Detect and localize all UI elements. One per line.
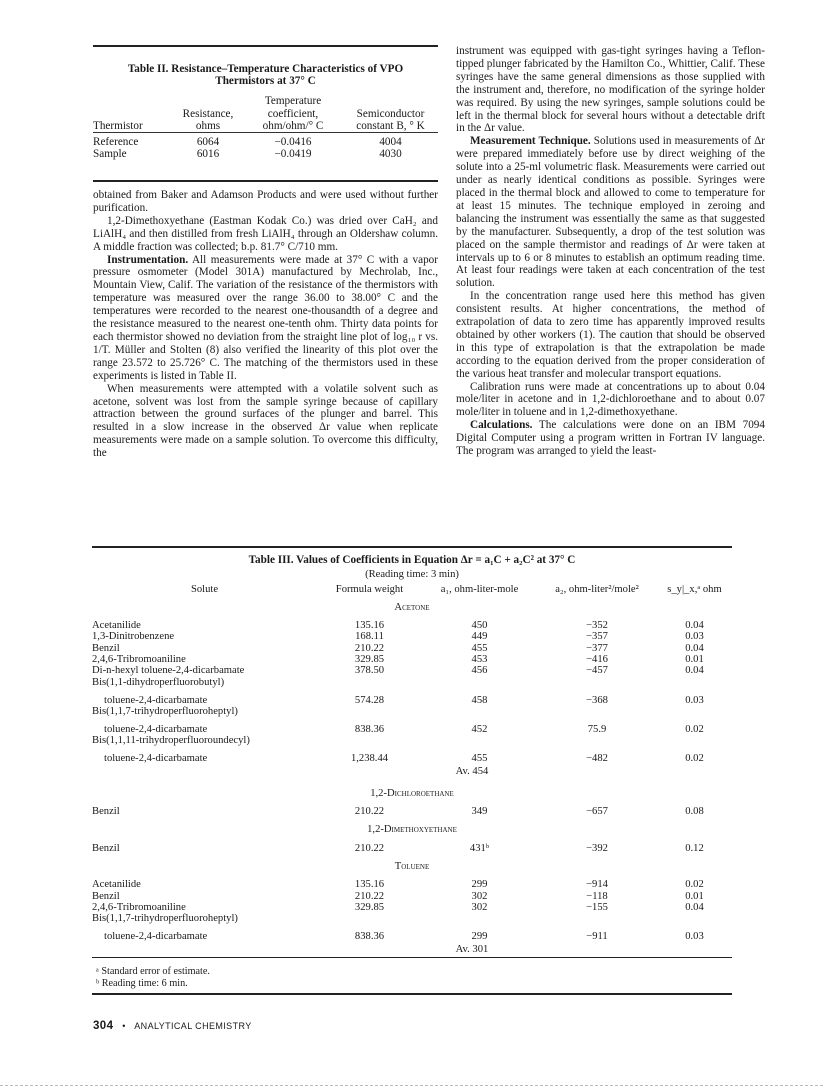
paragraph bbox=[93, 383, 438, 460]
table3-bottom-rule bbox=[92, 957, 732, 958]
table3-cell: −657 bbox=[586, 806, 608, 818]
paragraph-text: The calculations were done on an IBM 7094 Digital Computer using a program written in Fortran IV language. The program was arranged to yield the least- bbox=[456, 419, 765, 458]
table3-cell: 455 bbox=[471, 753, 488, 765]
table3-cell: Bis(1,1,7-trihydroperfluoroheptyl) bbox=[92, 913, 238, 925]
table3-label-row bbox=[92, 735, 732, 746]
page-bottom-rule bbox=[92, 993, 732, 995]
table2-cell: 6064 bbox=[196, 136, 220, 149]
table3-row bbox=[92, 717, 732, 735]
table3-label-row bbox=[92, 706, 732, 717]
table3-cell: 168.11 bbox=[355, 631, 384, 643]
table2-header-temp: Temperature bbox=[264, 95, 322, 108]
table3-cell: Benzil bbox=[92, 642, 120, 654]
table3-subtitle: (Reading time: 3 min) bbox=[365, 569, 459, 581]
table3-cell: 329.85 bbox=[354, 901, 385, 913]
table3-cell: 1,238.44 bbox=[350, 753, 389, 765]
table3-cell: 2,4,6-Tribromoaniline bbox=[92, 901, 186, 913]
table3-cell: 302 bbox=[471, 901, 488, 913]
paragraph bbox=[456, 290, 765, 380]
table3-cell: −416 bbox=[586, 654, 608, 666]
table3-row bbox=[92, 925, 732, 943]
paragraph-text: obtained from Baker and Adamson Products and were used without further purification. bbox=[93, 189, 438, 214]
table3-cell: 0.04 bbox=[685, 901, 704, 913]
table3-cell: 838.36 bbox=[354, 723, 385, 735]
table3-cell: 378.50 bbox=[354, 665, 385, 677]
table3-cell: 349 bbox=[471, 806, 488, 818]
table2-title-line2: Thermistors at 37° C bbox=[215, 75, 316, 88]
paragraph bbox=[456, 135, 765, 290]
table3-label-row bbox=[92, 677, 732, 688]
table3-cell: 0.02 bbox=[685, 753, 704, 765]
section-heading: Calculations. bbox=[470, 419, 533, 432]
table3-cell: −352 bbox=[586, 620, 608, 632]
paragraph-text: Solutions used in measurements of Δr were prepared immediately before use by direct weighing of the solute into a 25-ml volumetric flask. Measurements were carried out under as nearly identical conditions as possible. Syringes were placed in the thermal block and allowed to come to temperature for at least 15 minutes. The technique employed in zeroing and balancing the instrument was essentially the same as that suggested by the manufacturer. Subsequently, a drop of the test solution was placed on the sample thermistor and readings of Δr were taken at intervals up to 6 or 8 minutes to establish an optimum reading time. At least four readings were taken at each concentration of the test solution. bbox=[456, 135, 766, 290]
table3-cell: −377 bbox=[586, 642, 608, 654]
table2-cell: −0.0419 bbox=[274, 148, 312, 161]
table3-cell: −368 bbox=[586, 694, 608, 706]
table2-header-resistance2: ohms bbox=[195, 119, 221, 132]
table3-row bbox=[92, 654, 732, 665]
table3-cell: −482 bbox=[586, 753, 608, 765]
table3-cell: Benzil bbox=[92, 890, 120, 902]
table3-cell: 0.01 bbox=[685, 654, 704, 666]
table3-row bbox=[92, 665, 732, 676]
table3-cell: toluene-2,4-dicarbamate bbox=[104, 694, 208, 706]
table2 bbox=[93, 63, 438, 160]
table3-header-a2: a₂, ohm-liter²/mole² bbox=[555, 583, 639, 595]
table2-cell: 4030 bbox=[379, 148, 402, 161]
paragraph bbox=[456, 381, 765, 420]
journal-name: ANALYTICAL CHEMISTRY bbox=[134, 1021, 252, 1031]
paragraph-text: When measurements were attempted with a volatile solvent such as acetone, solvent was lost from the sample syringe because of capillary attraction between the ground surfaces of the plunger and barrel. This resulted in a slow increase in the observed Δr value when replicate measurements were made on a sample solution. To overcome this difficulty, the bbox=[93, 382, 438, 460]
page-number: 304 bbox=[93, 1020, 114, 1032]
table2-header-temp3: ohm/ohm/° C bbox=[262, 119, 324, 132]
table3-section-row bbox=[92, 595, 732, 620]
table3-cell: Benzil bbox=[92, 842, 120, 854]
footnote-a: ᵃ Standard error of estimate. bbox=[96, 966, 210, 977]
table3-cell: Bis(1,1-dihydroperfluorobutyl) bbox=[92, 676, 225, 688]
table3-cell: 210.22 bbox=[354, 842, 385, 854]
table3-cell: 299 bbox=[471, 879, 488, 891]
table2-bottom-rule bbox=[93, 180, 438, 182]
paragraph-text: 1,2-Dimethoxyethane (Eastman Kodak Co.) was dried over CaH₂ and LiAlH₄ and then distilled from fresh LiAlH₄ through an Oldershaw column. A middle fraction was collected; b.p. 81.7° C/710 mm. bbox=[93, 214, 438, 253]
table3-cell: 458 bbox=[471, 694, 488, 706]
table3-cell: 0.02 bbox=[685, 723, 704, 735]
table2-row bbox=[93, 133, 438, 149]
table3-cell: −457 bbox=[586, 665, 608, 677]
table3-cell: −914 bbox=[586, 879, 608, 891]
table3-cell: −911 bbox=[586, 931, 608, 943]
table3-row bbox=[92, 688, 732, 706]
table2-grid bbox=[93, 95, 438, 160]
table3-cell: 0.01 bbox=[685, 890, 704, 902]
paragraph-text: instrument was equipped with gas-tight syringes having a Teflon-tipped plunger fabricated by the Hamilton Co., Whittier, Calif. These syringes have the same general dimensions as those supplied with the instrument and, therefore, no modification of the syringe holder was required. By using the new syringes, sample solutions could be left in the thermal block for several hours without a detectable drift in the Δr value. bbox=[456, 45, 765, 135]
table2-cell: Reference bbox=[93, 136, 139, 149]
table2-row bbox=[93, 148, 438, 160]
table3-cell: 75.9 bbox=[587, 723, 607, 735]
section-heading: Measurement Technique. bbox=[470, 135, 591, 148]
table3-cell: toluene-2,4-dicarbamate bbox=[104, 723, 208, 735]
average-value: Av. 454 bbox=[455, 765, 489, 777]
table3-section-row bbox=[92, 854, 732, 879]
table3-cell: 1,3-Dinitrobenzene bbox=[92, 631, 175, 643]
table3-cell: 0.03 bbox=[685, 631, 704, 643]
table3-row bbox=[92, 620, 732, 631]
solvent-heading: 1,2-Dichloroethane bbox=[370, 787, 454, 799]
table2-header-resistance: Resistance, bbox=[182, 107, 234, 120]
paragraph bbox=[456, 45, 765, 135]
table3-cell: 452 bbox=[471, 723, 488, 735]
table3-cell: 0.08 bbox=[685, 806, 704, 818]
table3-cell: Acetanilide bbox=[92, 879, 141, 891]
table3-row bbox=[92, 747, 732, 765]
table3-cell: 449 bbox=[471, 631, 488, 643]
table3-header-row bbox=[92, 584, 732, 595]
table3-cell: 135.16 bbox=[354, 879, 385, 891]
table3-cell: 0.02 bbox=[685, 879, 704, 891]
table3-cell: 329.85 bbox=[354, 654, 385, 666]
table3-cell: toluene-2,4-dicarbamate bbox=[104, 931, 208, 943]
table3-cell: 838.36 bbox=[354, 931, 385, 943]
table3-top-rule bbox=[92, 546, 732, 548]
paragraph bbox=[93, 215, 438, 254]
table3-header-solute: Solute bbox=[190, 583, 219, 595]
table2-cell: −0.0416 bbox=[274, 136, 312, 149]
table2-cell: 6016 bbox=[196, 148, 220, 161]
table3-cell: −392 bbox=[586, 842, 608, 854]
table3-cell: Di-n-hexyl toluene-2,4-dicarbamate bbox=[92, 665, 245, 677]
table3-cell: 0.12 bbox=[685, 842, 704, 854]
table3-cell: 431ᵇ bbox=[469, 842, 490, 854]
solvent-heading: 1,2-Dimethoxyethane bbox=[367, 824, 457, 836]
right-column-text bbox=[456, 45, 765, 458]
table3-cell: 299 bbox=[471, 931, 488, 943]
table3-cell: 0.04 bbox=[685, 620, 704, 632]
table3-row bbox=[92, 902, 732, 913]
paragraph-text: Calibration runs were made at concentrations up to about 0.04 mole/liter in acetone and in 1,2-dichloroethane and to about 0.07 mole/liter in toluene and in 1,2-dimethoxyethane. bbox=[456, 380, 765, 419]
table3-cell: −155 bbox=[586, 901, 608, 913]
table3-cell: Bis(1,1,7-trihydroperfluoroheptyl) bbox=[92, 705, 238, 717]
table3 bbox=[92, 555, 732, 959]
table3-cell: 135.16 bbox=[354, 620, 385, 632]
table3-cell: 302 bbox=[471, 890, 488, 902]
table3-cell: 210.22 bbox=[354, 806, 385, 818]
table3-cell: Benzil bbox=[92, 806, 120, 818]
table3-cell: −357 bbox=[586, 631, 608, 643]
table3-header-syx: s_y|_x,ᵃ ohm bbox=[667, 583, 722, 595]
table3-cell: 455 bbox=[471, 642, 488, 654]
table3-cell: 450 bbox=[471, 620, 488, 632]
table2-header-semi: Semiconductor bbox=[356, 107, 425, 120]
table3-cell: 210.22 bbox=[354, 890, 385, 902]
table3-cell: 456 bbox=[471, 665, 488, 677]
page-footer bbox=[93, 1020, 252, 1032]
table3-section-row bbox=[92, 781, 732, 806]
paragraph bbox=[93, 254, 438, 383]
left-column-text bbox=[93, 189, 438, 460]
table2-cell: 4004 bbox=[379, 136, 402, 149]
table3-section-row bbox=[92, 817, 732, 842]
table3-cell: Bis(1,1,11-trihydroperfluoroundecyl) bbox=[92, 735, 250, 747]
table3-cell: 0.03 bbox=[685, 931, 704, 943]
table3-footnotes bbox=[96, 966, 210, 989]
table3-body bbox=[92, 595, 732, 959]
section-heading: Instrumentation. bbox=[107, 253, 189, 266]
table3-title: Table III. Values of Coefficients in Equation Δr = a₁C + a₂C² at 37° C bbox=[248, 554, 576, 566]
table2-header-thermistor: Thermistor bbox=[93, 119, 143, 132]
table3-cell: 0.03 bbox=[685, 694, 704, 706]
table3-header-a1: a₁, ohm-liter-mole bbox=[440, 583, 519, 595]
table2-header-temp2: coefficient, bbox=[267, 107, 319, 120]
solvent-heading: Acetone bbox=[394, 601, 430, 613]
table2-header-semi2: constant B, ° K bbox=[356, 119, 425, 132]
table3-header-formula-weight: Formula weight bbox=[335, 583, 404, 595]
average-value: Av. 301 bbox=[455, 943, 489, 955]
paragraph-text: In the concentration range used here this method has given consistent results. At higher concentrations, the method of extrapolation of data to zero time has apparently improved results obtained by other workers (1). The caution that should be observed in this type of extrapolation is that the extrapolation be made according to the equation derived from the proper consideration of the various heat transfer and molecular transport equations. bbox=[456, 290, 765, 380]
paragraph-text: All measurements were made at 37° C with a vapor pressure osmometer (Model 301A) manufactured by Mechrolab, Inc., Mountain View, Calif. The variation of the resistance of the thermistors with temperature was measured over the range 36.00 to 38.00° C and the temperatures were recorded to the nearest one-thousandth of a degree and the resistance measured to the nearest one-tenth ohm. Thirty data points for each thermistor showed no deviation from the straight line plot of log₁₀ r vs. 1/T. Müller and Stolten (8) also verified the linearity of this plot over the range 23.572 to 25.726° C. The matching of the thermistors used in these experiments is listed in Table II. bbox=[93, 253, 438, 382]
table2-cell: Sample bbox=[93, 148, 127, 161]
table3-cell: 2,4,6-Tribromoaniline bbox=[92, 654, 186, 666]
table2-title: Table II. Resistance–Temperature Characteristics of VPO bbox=[127, 63, 404, 75]
table3-row bbox=[92, 891, 732, 902]
table2-top-rule bbox=[93, 45, 438, 47]
table3-label-row bbox=[92, 913, 732, 924]
scan-edge-line bbox=[0, 1085, 823, 1086]
table3-cell: 210.22 bbox=[354, 642, 385, 654]
table3-grid bbox=[92, 584, 732, 959]
table3-cell: 0.04 bbox=[685, 642, 704, 654]
paragraph bbox=[456, 419, 765, 458]
table3-row bbox=[92, 806, 732, 817]
table3-row bbox=[92, 879, 732, 890]
table3-cell: Acetanilide bbox=[92, 620, 141, 632]
table3-row bbox=[92, 843, 732, 854]
paragraph bbox=[93, 189, 438, 215]
solvent-heading: Toluene bbox=[394, 861, 430, 873]
table3-cell: 574.28 bbox=[354, 694, 385, 706]
table3-average-row bbox=[92, 765, 732, 781]
table3-cell: −118 bbox=[586, 890, 608, 902]
table3-cell: 0.04 bbox=[685, 665, 704, 677]
table3-cell: toluene-2,4-dicarbamate bbox=[104, 753, 208, 765]
table3-row bbox=[92, 631, 732, 642]
table3-cell: 453 bbox=[471, 654, 488, 666]
footnote-b: ᵇ Reading time: 6 min. bbox=[96, 977, 188, 989]
footer-bullet: • bbox=[122, 1021, 126, 1031]
table3-row bbox=[92, 643, 732, 654]
